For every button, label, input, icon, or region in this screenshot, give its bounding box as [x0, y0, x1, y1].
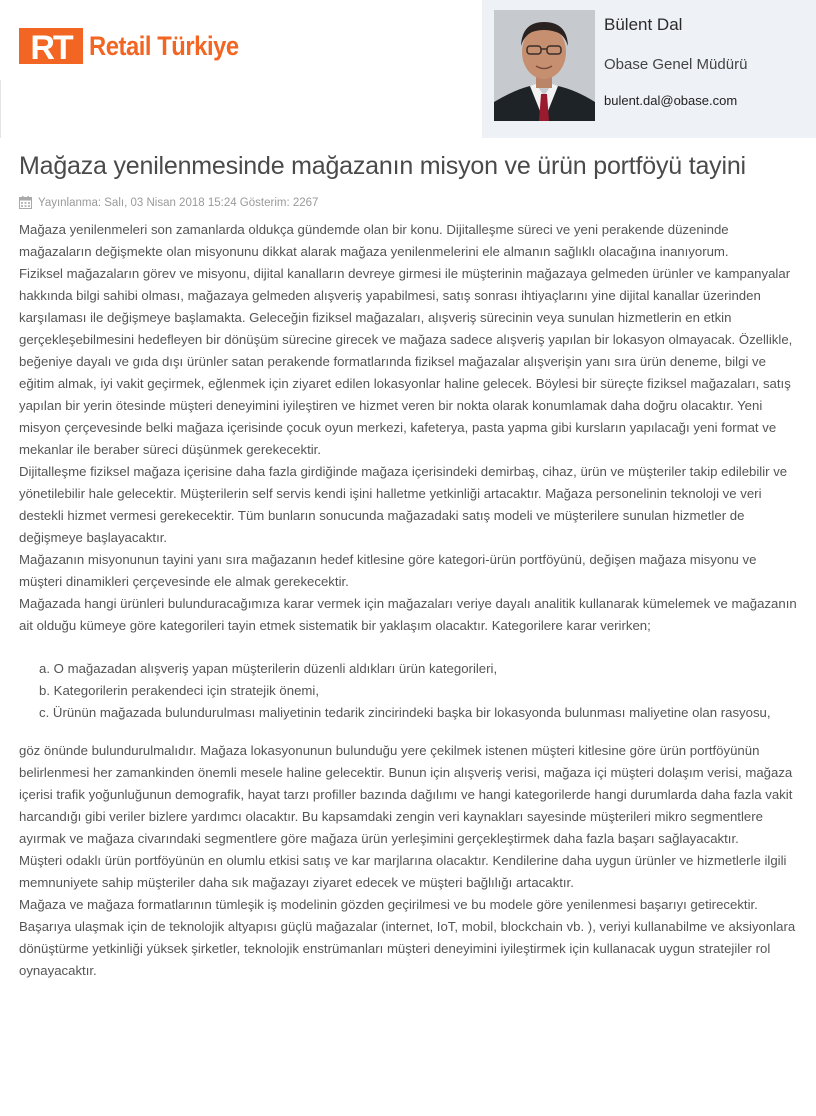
paragraph: göz önünde bulundurulmalıdır. Mağaza lokasyonunun bulunduğu yere çekilmek istenen müşteri kitlesine göre ürün portföyünün belirlenmesi her zamankinden önemli mesele haline gelecektir. Bunun için alışveriş verisi, mağaza içi müşteri dolaşım verisi, mağaza içerisi trafik yoğunluğunun demografik, hayat tarzı profiller bazında dağılımı ve hangi kategorilerde hangi durumlarda daha fazla vakit harcandığı gibi veriler bizlere yardımcı olacaktır. Bu kapsamdaki zengin veri kaynakları sayesinde müşterileri mikro segmentlere ayırmak ve mağaza civarındaki segmentlere göre mağaza ürün yerleşimini gerçekleştirmek daha fazla başarı sağlayacaktır.	[19, 743, 793, 846]
page-header	[0, 0, 816, 138]
author-email[interactable]: bulent.dal@obase.com	[604, 93, 738, 108]
list-item: c. Ürünün mağazada bulundurulması maliyetinin tedarik zincirindeki başka bir lokasyonda bulunması maliyetine olan rasyosu,	[39, 705, 771, 720]
author-photo	[494, 10, 595, 121]
author-title: Obase Genel Müdürü	[604, 56, 748, 73]
paragraph: Müşteri odaklı ürün portföyünün en olumlu etkisi satış ve kar marjlarına olacaktır. Kendilerine daha uygun ürünler ve hizmetlerle ilgili memnuniyete sahip müşteriler daha sık mağazayı ziyaret edecek ve müşteri bağlılığı artacaktır.	[19, 853, 787, 890]
list-item: a. O mağazadan alışveriş yapan müşterilerin düzenli aldıkları ürün kategorileri,	[39, 661, 498, 676]
list-item: b. Kategorilerin perakendeci için stratejik önemi,	[39, 683, 320, 698]
criteria-list	[19, 658, 799, 724]
publish-info: Yayınlanma: Salı, 03 Nisan 2018 15:24 Gösterim: 2267	[38, 196, 319, 209]
calendar-icon	[19, 196, 32, 209]
paragraph: Mağazada hangi ürünleri bulunduracağımıza karar vermek için mağazaları veriye dayalı analitik kullanarak kümelemek ve mağazanın ait olduğu kümeye göre kategorileri tayin etmek sistematik bir yaklaşım olacaktır. Kategorilere karar verirken;	[19, 596, 797, 633]
logo-mark: RT	[19, 28, 83, 64]
paragraph: Mağaza yenilenmeleri son zamanlarda oldukça gündemde olan bir konu. Dijitalleşme süreci ve yeni perakende düzeninde mağazaların değişmekte olan misyonunu dikkat alarak mağaza yenilenmelerini ele almanın sağlıklı olacağına inanıyorum.	[19, 222, 729, 259]
paragraph: Fiziksel mağazaların görev ve misyonu, dijital kanalların devreye girmesi ile müşterinin mağazaya gelmeden ürünler ve kampanyalar hakkında bilgi sahibi olması, mağazaya gelmeden alışveriş yapabilmesi, satış sonrası ihtiyaçlarını yine dijital kanallar üzerinden karşılaması ile değişmeye başlamakta. Geleceğin fiziksel mağazaları, alışveriş sürecinin veya sunulan hizmetlerin en etkin gerçekleşebilmesini hedefleyen bir dönüşüm sürecine girecek ve mağaza sadece alışveriş yapılan bir lokasyon olmayacak. Özellikle, beğeniye dayalı ve gıda dışı ürünler satan perakende formatlarında fiziksel mağazalar alışverişin yanı sıra ürün deneme, bilgi ve eğitim almak, iyi vakit geçirmek, eğlenmek için ziyaret edilen lokasyonlar haline gelecek. Böylesi bir süreçte fiziksel mağazaları, satış yapılan bir yerin ötesinde müşteri deneyimini iyileştiren ve hizmet veren bir nokta olarak konumlamak daha doğru olacaktır. Yeni misyon çerçevesinde belki mağaza içerisinde çocuk oyun merkezi, kafeterya, pasta yapma gibi kursların yapılacağı yeni format ve mekanlar ile beraber süreci düşünmek gerekecektir.	[19, 266, 793, 457]
author-card	[482, 0, 816, 138]
paragraph: Dijitalleşme fiziksel mağaza içerisine daha fazla girdiğinde mağaza içerisindeki demirbaş, cihaz, ürün ve müşteriler takip edilebilir ve yönetilebilir hale gelecektir. Müşterilerin self servis kendi işini halletme yetkinliği artacaktır. Mağaza personelinin teknoloji ve veri destekli hizmet vermesi gerekecektir. Tüm bunların sonucunda mağazadaki satış modeli ve müşterilere sunulan hizmetler de değişmeye başlayacaktır.	[19, 464, 788, 545]
article-title: Mağaza yenilenmesinde mağazanın misyon ve ürün portföyü tayini	[19, 152, 746, 180]
paragraph: Mağaza ve mağaza formatlarının tümleşik iş modelinin gözden geçirilmesi ve bu modele göre yenilenmesi başarıyı getirecektir. Başarıya ulaşmak için de teknolojik altyapısı güçlü mağazalar (internet, IoT, mobil, blockchain vb. ), veriyi kullanabilme ve aksiyonlara dönüştürme yetkinliği yüksek şirketler, teknolojik enstrümanları müşteri deneyimini iyileştirmek için kullanacak uygun stratejiler rol oynayacaktır.	[19, 897, 796, 978]
article-meta	[19, 196, 318, 209]
retail-turkiye-logo[interactable]	[19, 28, 259, 67]
author-name: Bülent Dal	[604, 15, 683, 34]
logo-text: Retail Türkiye	[89, 30, 239, 61]
author-portrait-icon	[494, 10, 595, 121]
paragraph: Mağazanın misyonunun tayini yanı sıra mağazanın hedef kitlesine göre kategori-ürün portföyünü, değişen mağaza misyonu ve müşteri dinamikleri çerçevesinde ele almak gerekecektir.	[19, 552, 757, 589]
divider	[0, 80, 1, 138]
article-body	[19, 219, 799, 982]
